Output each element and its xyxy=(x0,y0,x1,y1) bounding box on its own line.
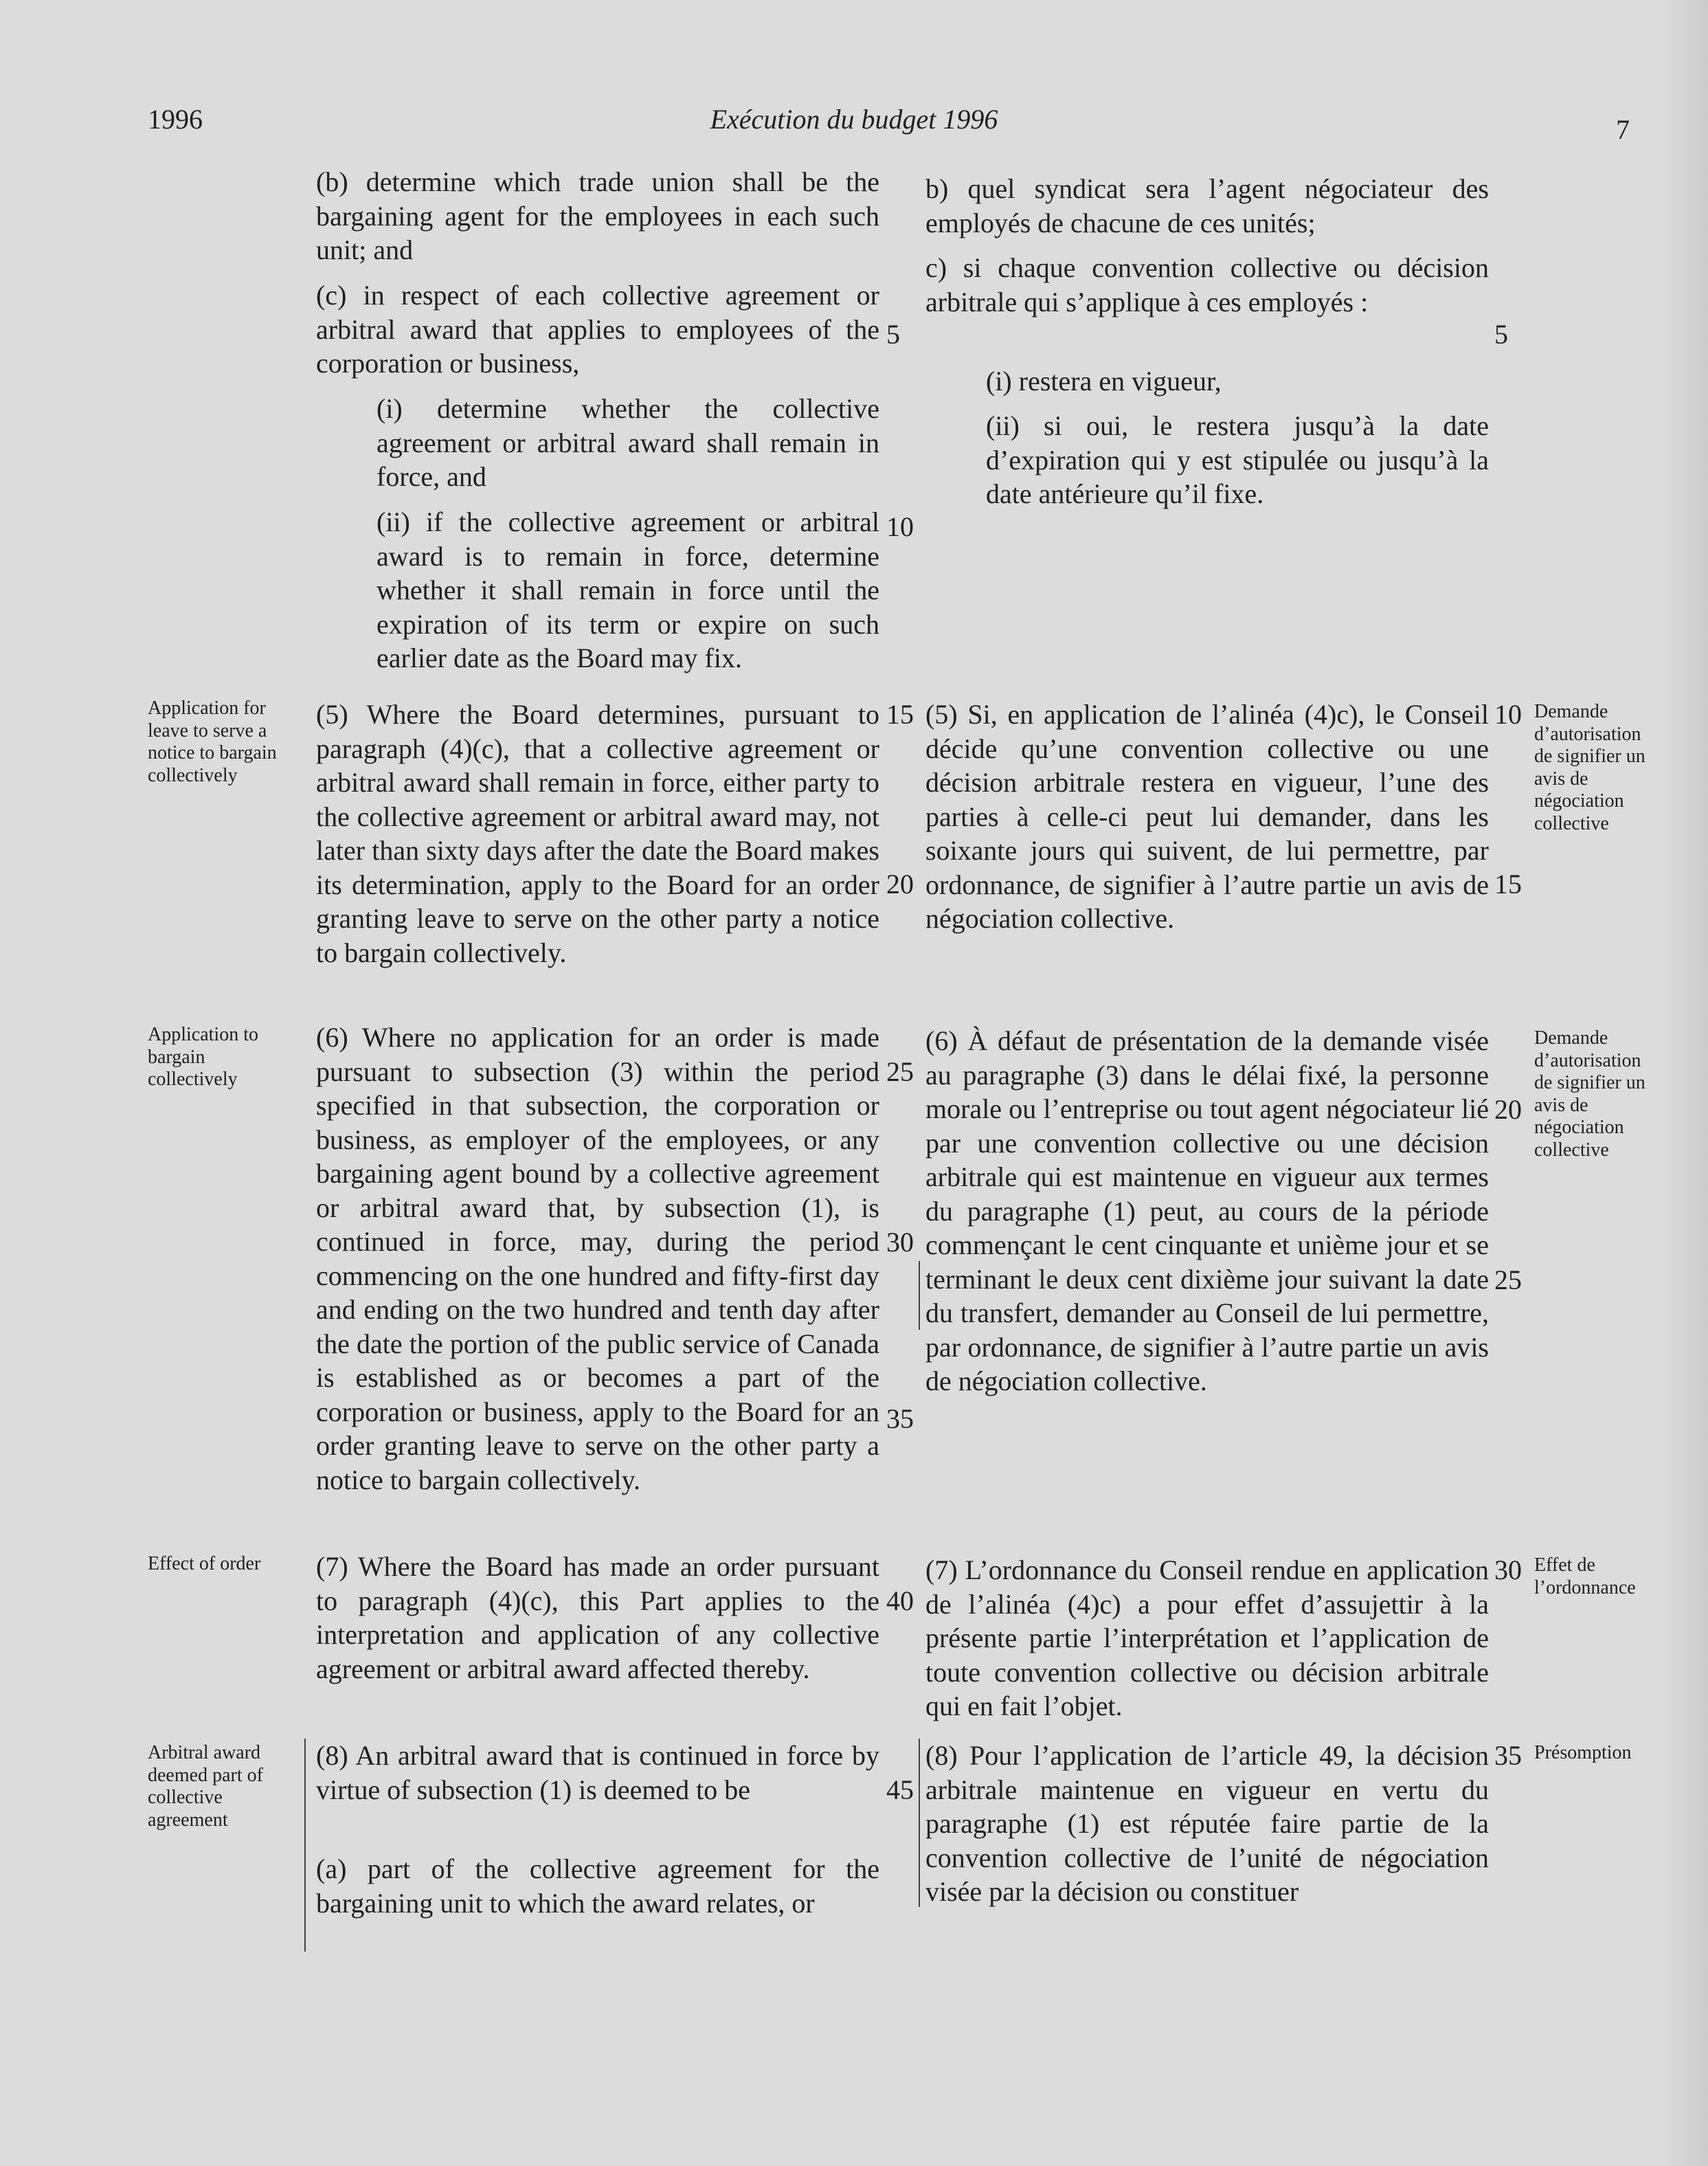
fr-subsection-5: (5) Si, en application de l’alinéa (4)c), le Conseil décide qu’une convention collective ou une décision arbitrale restera en vigueur, l’une des parties à celle-ci peut lui demander, dans les soixante jours qui suivent, de lui permettre, par ordonnance, de signifier à l’autre partie un avis de négociation collective. xyxy=(925,699,1489,934)
en-subsection-8: (8) An arbitral award that is continued in force by virtue of subsection (1) is deemed to be xyxy=(316,1740,879,1805)
fr-subsection-6: (6) À défaut de présentation de la demande visée au paragraphe (3) dans le délai fixé, la personne morale ou l’entreprise ou tout agent négociateur lié par une convention collective ou une décision arbitrale qui est maintenue en vigueur aux termes du paragraphe (1) peut, au cours de la période commençant le cent cinquante et unième jour et se terminant le deux cent dixième jour suivant la date du transfert, demander au Conseil de lui permettre, par ordonnance, de signifier à l’autre partie un avis de négociation collective. xyxy=(925,1025,1489,1396)
fr-para-b: b) quel syndicat sera l’agent négociateur des employés de chacune de ces unités; xyxy=(925,173,1489,238)
amendment-bar xyxy=(919,1261,920,1330)
fr-para-c: c) si chaque convention collective ou décision arbitrale qui s’applique à ces employés : xyxy=(925,252,1489,317)
en-subsection-7: (7) Where the Board has made an order pursuant to paragraph (4)(c), this Part applies to the interpretation and application of any collective agreement or arbitral award affected thereby. xyxy=(316,1551,879,1684)
line-number: 40 xyxy=(886,1585,914,1616)
page-edge-shadow xyxy=(1663,0,1708,2166)
line-number: 5 xyxy=(886,319,900,350)
marginal-note-fr: Présomption xyxy=(1534,1742,1632,1763)
fr-para-c-ii: (ii) si oui, le restera jusqu’à la date d’expiration qui y est stipulée ou jusqu’à la date antérieure qu’il fixe. xyxy=(986,410,1489,509)
line-number: 35 xyxy=(886,1403,914,1434)
marginal-note-en: Effect of order xyxy=(148,1553,261,1574)
line-number: 25 xyxy=(1494,1264,1522,1295)
line-number: 20 xyxy=(1494,1094,1522,1125)
fr-para-c-i: (i) restera en vigueur, xyxy=(986,366,1222,397)
marginal-note-en: Application for leave to serve a notice to bargain collectively xyxy=(148,697,277,786)
en-subsection-8-a: (a) part of the collective agreement for the bargaining unit to which the award relates, or xyxy=(316,1853,879,1919)
en-subsection-5: (5) Where the Board determines, pursuant to paragraph (4)(c), that a collective agreement or arbitral award shall remain in force, either party to the collective agreement or arbitral award may, not later than sixty days after the date the Board makes its determination, apply to the Board for an order granting leave to serve on the other party a notice to bargain collectively. xyxy=(316,699,879,968)
marginal-note-fr: Demande d’autorisation de signifier un avis de négociation collective xyxy=(1534,1027,1645,1161)
marginal-note-fr: Demande d’autorisation de signifier un avis de négociation collective xyxy=(1534,701,1645,834)
fr-subsection-7: (7) L’ordonnance du Conseil rendue en application de l’alinéa (4)c) a pour effet d’assujettir à la présente partie l’interprétation et l’application de toute convention collective ou décision arbitrale qui en fait l’objet. xyxy=(925,1554,1489,1721)
line-number: 10 xyxy=(1494,699,1522,730)
line-number: 15 xyxy=(886,699,914,730)
en-para-c-ii: (ii) if the collective agreement or arbitral award is to remain in force, determine whether it shall remain in force until the expiration of its term or expire on such earlier date as the Board may fix. xyxy=(377,506,879,673)
line-number: 10 xyxy=(886,511,914,542)
line-number: 5 xyxy=(1494,319,1508,350)
line-number: 45 xyxy=(886,1774,914,1805)
line-number: 20 xyxy=(886,869,914,900)
line-number: 30 xyxy=(886,1227,914,1258)
line-number: 30 xyxy=(1494,1554,1522,1585)
line-number: 35 xyxy=(1494,1740,1522,1771)
marginal-note-fr: Effet de l’ordonnance xyxy=(1534,1554,1636,1598)
marginal-note-en: Application to bargain collectively xyxy=(148,1024,258,1090)
header-year: 1996 xyxy=(148,104,203,135)
amendment-bar xyxy=(304,1739,306,1952)
en-para-b: (b) determine which trade union shall be the bargaining agent for the employees in each such unit; and xyxy=(316,166,879,265)
marginal-note-en: Arbitral award deemed part of collective agreement xyxy=(148,1742,263,1831)
page-number: 7 xyxy=(1616,114,1630,145)
line-number: 25 xyxy=(886,1056,914,1087)
en-para-c: (c) in respect of each collective agreement or arbitral award that applies to employees of the corporation or business, xyxy=(316,280,879,379)
running-title: Exécution du budget 1996 xyxy=(710,104,998,135)
amendment-bar xyxy=(919,1739,920,1907)
fr-subsection-8: (8) Pour l’application de l’article 49, la décision arbitrale maintenue en vigueur en vertu du paragraphe (1) est réputée faire partie de la convention collective de l’unité de négociation visée par la décision ou constituer xyxy=(925,1740,1489,1907)
line-number: 15 xyxy=(1494,869,1522,900)
en-subsection-6: (6) Where no application for an order is made pursuant to subsection (3) within the period specified in that subsection, the corporation or business, as employer of the employees, or any bargaining agent bound by a collective agreement or arbitral award that, by subsection (1), is continued in force, may, during the period commencing on the one hundred and fifty-first day and ending on the two hundred and tenth day after the date the portion of the public service of Canada is established as or becomes a part of the corporation or business, apply to the Board for an order granting leave to serve on the other party a notice to bargain collectively. xyxy=(316,1022,879,1495)
en-para-c-i: (i) determine whether the collective agreement or arbitral award shall remain in force, and xyxy=(377,393,879,492)
